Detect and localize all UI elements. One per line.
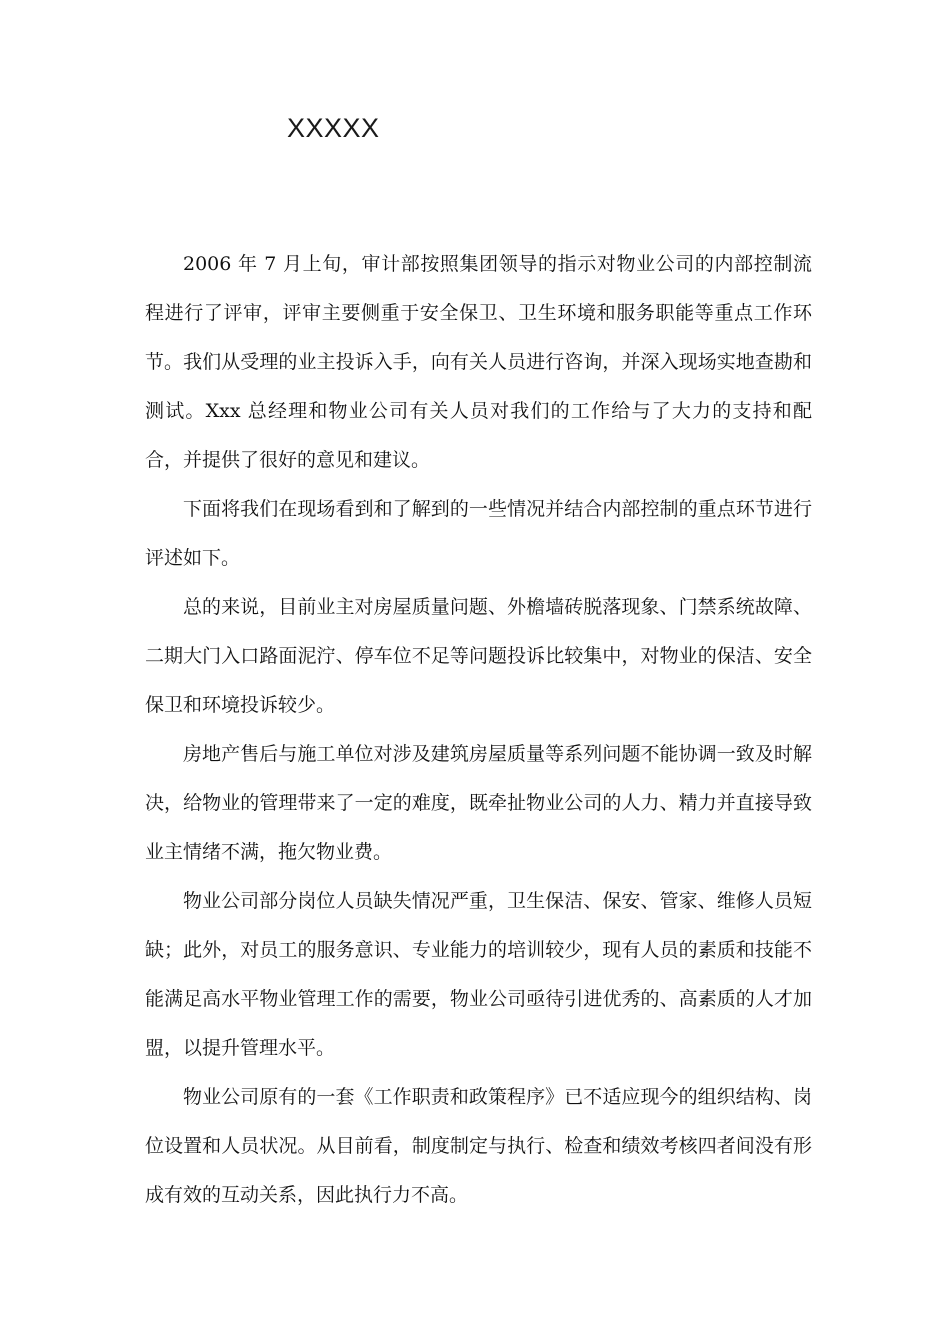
paragraph-construction-quality: 房地产售后与施工单位对涉及建筑房屋质量等系列问题不能协调一致及时解决，给物业的管理带来了一定的难度，既牵扯物业公司的人力、精力并直接导致业主情绪不满，拖欠物业费。 bbox=[145, 743, 812, 863]
paragraph-policies: 物业公司原有的一套《工作职责和政策程序》已不适应现今的组织结构、岗位设置和人员状况。从目前看，制度制定与执行、检查和绩效考核四者间没有形成有效的互动关系，因此执行力不高。 bbox=[145, 1086, 812, 1206]
paragraph-staffing: 物业公司部分岗位人员缺失情况严重，卫生保洁、保安、管家、维修人员短缺；此外，对员工的服务意识、专业能力的培训较少，现有人员的素质和技能不能满足高水平物业管理工作的需要，物业公司亟待引进优秀的、高素质的人才加盟，以提升管理水平。 bbox=[145, 890, 812, 1059]
paragraph-complaints: 总的来说，目前业主对房屋质量问题、外檐墙砖脱落现象、门禁系统故障、二期大门入口路面泥泞、停车位不足等问题投诉比较集中，对物业的保洁、安全保卫和环境投诉较少。 bbox=[145, 596, 812, 716]
document-body bbox=[145, 240, 812, 1220]
paragraph-intro: 2006 年 7 月上旬，审计部按照集团领导的指示对物业公司的内部控制流程进行了评审，评审主要侧重于安全保卫、卫生环境和服务职能等重点工作环节。我们从受理的业主投诉入手，向有关人员进行咨询，并深入现场实地查勘和测试。Xxx 总经理和物业公司有关人员对我们的工作给与了大力的支持和配合，并提供了很好的意见和建议。 bbox=[145, 253, 812, 471]
document-title: XXXXX bbox=[287, 113, 380, 143]
paragraph-overview: 下面将我们在现场看到和了解到的一些情况并结合内部控制的重点环节进行评述如下。 bbox=[145, 498, 812, 569]
